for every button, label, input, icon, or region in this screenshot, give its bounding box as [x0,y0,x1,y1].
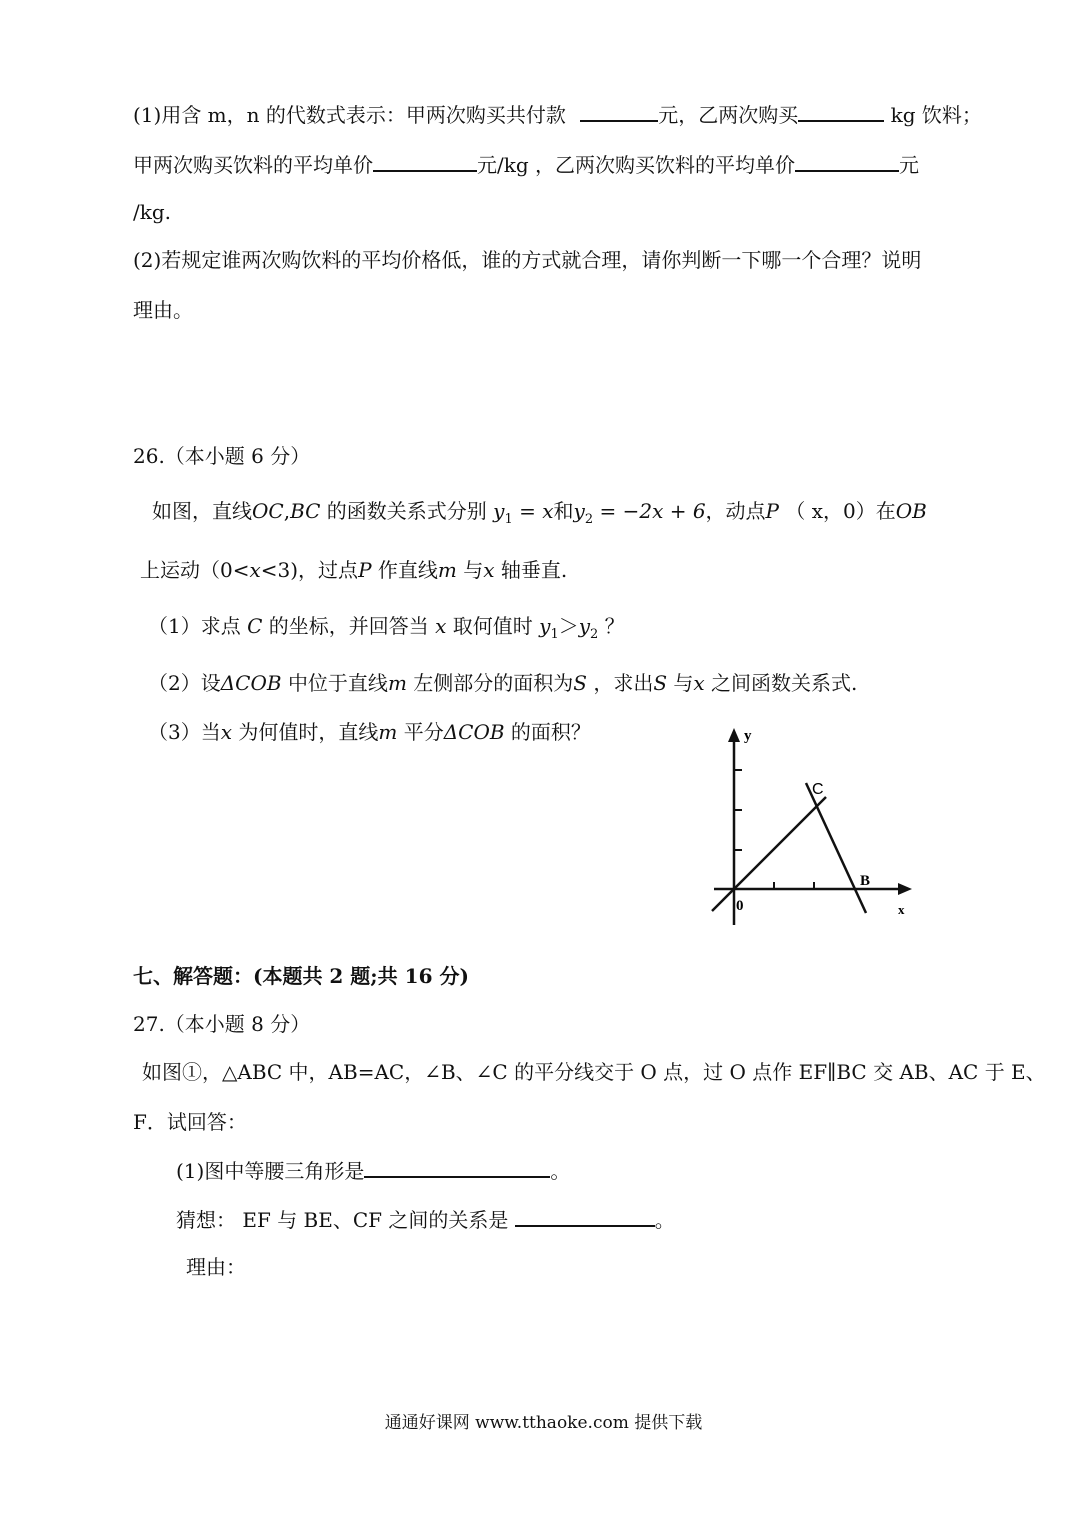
answer-blank[interactable] [515,1205,655,1227]
q26-text: 取何值时 [452,614,533,638]
answer-blank[interactable] [798,100,884,122]
math-oc: OC [252,499,284,523]
math-p: P [765,499,780,523]
q27-text: 理由： [186,1255,246,1279]
math-triangle-cob: ΔCOB [220,671,282,695]
math-s: S [573,671,587,695]
q26-intro-line2 [140,556,567,584]
q27-text: 。 [654,1208,675,1232]
q26-text: 的坐标，并回答当 [268,614,429,638]
q26-text: 中位于直线 [287,671,388,695]
q26-text: ，求出 [593,671,654,695]
q26-text: 之间函数关系式. [711,671,858,695]
math-y: y [578,614,591,638]
section-7-title [133,962,469,990]
origin-label: 0 [736,898,744,914]
page-footer [0,1408,1087,1433]
math-y: y [493,499,505,523]
q27-sub1 [176,1156,570,1185]
point-c-label: C [812,781,824,798]
q26-text: <3)，过点 [260,558,359,582]
q25-text: 甲两次购买饮料的平均单价 [133,153,373,177]
math-eq1: = x [519,499,554,523]
q27-text: 猜想： EF 与 BE、CF 之间的关系是 [176,1208,509,1232]
math-x: x [693,671,705,695]
x-axis-label: x [898,902,905,917]
q26-text: （ x，0）在 [785,499,896,523]
section-title-text: 七、解答题：(本题共 2 题;共 16 分) [133,964,469,988]
line-oc [712,797,826,911]
math-p: P [358,558,372,582]
q26-text: ？ [604,614,625,638]
q25-part1-line1 [133,100,982,129]
answer-blank[interactable] [373,150,477,172]
q25-text: (2)若规定谁两次购饮料的平均价格低，谁的方式就合理，请你判断一下哪一个合理？说明 [133,248,922,272]
answer-blank[interactable] [364,1156,550,1178]
math-sub: 1 [504,512,513,527]
q27-header [133,1010,310,1038]
math-ob: OB [895,499,927,523]
q26-header [133,442,310,470]
q26-text: 上运动（0< [140,558,250,582]
footer-text: 通通好课网 www.tthaoke.com 提供下载 [384,1413,703,1433]
math-x: x [220,720,233,744]
q26-sub1 [148,612,625,649]
math-triangle-cob: ΔCOB [443,720,505,744]
math-eq2: = −2x + 6 [599,499,706,523]
answer-blank[interactable] [580,100,658,122]
q26-text: 平分 [403,720,444,744]
q25-part1-line3 [133,198,171,226]
q27-text: 。 [550,1159,571,1183]
q25-text: 元，乙两次购买 [658,103,799,127]
answer-blank[interactable] [795,150,899,172]
q25-text: 理由。 [133,298,193,322]
q26-text: （3）当 [148,720,221,744]
q26-text: 和 [553,499,574,523]
q26-text: ，动点 [705,499,766,523]
q27-text: (1)图中等腰三角形是 [176,1159,365,1183]
math-m: m [437,558,457,582]
q26-sub3 [148,718,591,746]
math-x: x [249,558,261,582]
q27-text: 如图①，△ABC 中，AB=AC，∠B、∠C 的平分线交于 O 点，过 O 点作 EF∥BC 交 AB、AC 于 E、 [142,1060,1046,1084]
q25-text: 元 [899,153,920,177]
line-bc [806,783,866,913]
q26-text: 如图，直线 [152,499,252,523]
math-y: y [573,499,585,523]
q27-intro-line1 [142,1058,1046,1086]
q26-intro-line1 [152,497,927,534]
q27-guess [176,1205,675,1234]
math-c: C [247,614,263,638]
math-bc: BC [290,499,321,523]
q27-reason [186,1253,246,1281]
coordinate-figure [700,722,925,927]
q26-text: （1）求点 [148,614,241,638]
q27-header-text: 27.（本小题 8 分） [133,1012,311,1036]
q25-part2-line1 [133,246,921,274]
q25-part1-line2 [133,150,919,179]
q26-text: 与 [673,671,694,695]
y-axis-arrow [728,728,740,742]
math-sub: 2 [584,512,594,527]
q25-text: /kg. [133,200,172,224]
math-sub: 1 [550,627,559,642]
q25-part2-line2 [133,296,193,324]
math-s: S [653,671,668,695]
q25-text: 元/kg ，乙两次购买饮料的平均单价 [477,153,796,177]
math-m: m [378,720,398,744]
math-x: x [483,558,495,582]
q26-text: 轴垂直. [500,558,568,582]
q25-text: (1)用含 m，n 的代数式表示：甲两次购买共付款 [133,103,566,127]
point-b-label: B [860,873,871,889]
math-sub: 2 [590,627,599,642]
q26-text: 作直线 [377,558,438,582]
math-y: y [539,614,551,638]
q26-text: 左侧部分的面积为 [413,671,574,695]
q27-intro-line2 [133,1108,247,1136]
q25-text: kg 饮料； [890,103,982,127]
q26-sub2 [148,669,857,697]
math-gt: ＞ [558,614,579,638]
math-comma: , [283,499,291,523]
y-axis-label: y [744,728,752,744]
math-m: m [387,671,407,695]
q26-text: （2）设 [148,671,221,695]
x-axis-arrow [898,883,912,895]
q26-text: 为何值时，直线 [238,720,379,744]
math-x: x [435,614,447,638]
q26-text: 与 [463,558,484,582]
q26-header-text: 26.（本小题 6 分） [133,444,311,468]
q26-text: 的函数关系式分别 [326,499,487,523]
q26-text: 的面积？ [510,720,591,744]
q27-text: F．试回答： [133,1110,247,1134]
